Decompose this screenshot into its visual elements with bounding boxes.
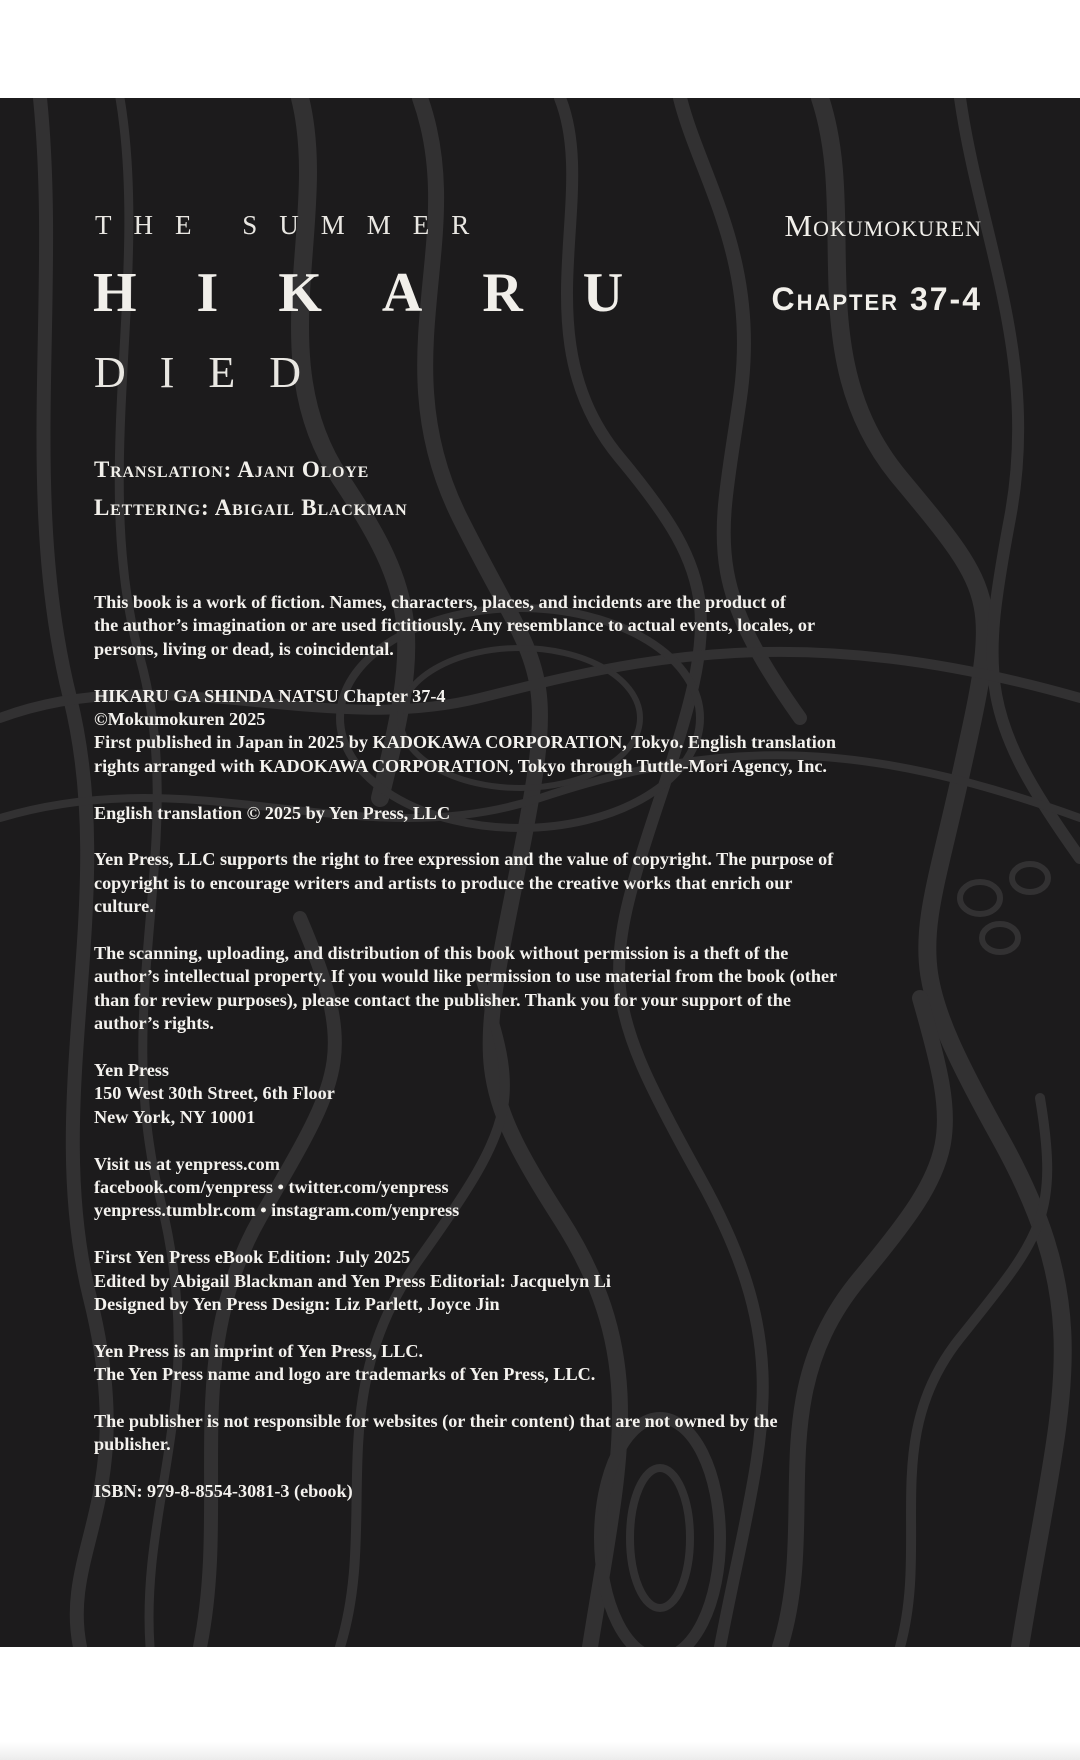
text-line: the author’s imagination or are used fictitiously. Any resemblance to actual events, locales, or: [94, 615, 816, 636]
text-line: rights arranged with KADOKAWA CORPORATION, Tokyo through Tuttle-Mori Agency, Inc.: [94, 755, 827, 776]
text-line: The publisher is not responsible for websites (or their content) that are not owned by the: [94, 1411, 778, 1432]
bottom-edge: [0, 1742, 1080, 1760]
original-copyright: [94, 685, 974, 779]
text-line: culture.: [94, 896, 154, 917]
title-line-died: DIED: [94, 348, 336, 397]
text-line: yenpress.tumblr.com • instagram.com/yenpress: [94, 1200, 460, 1221]
fiction-notice: [94, 591, 974, 661]
text-line: author’s rights.: [94, 1013, 214, 1034]
title-line-the-summer: THE SUMMER: [95, 210, 492, 240]
text-line: facebook.com/yenpress • twitter.com/yenpress: [94, 1177, 449, 1198]
web-links: [94, 1153, 974, 1223]
text-line: New York, NY 10001: [94, 1106, 256, 1127]
text-line: First Yen Press eBook Edition: July 2025: [94, 1247, 411, 1268]
piracy-notice: [94, 942, 974, 1036]
text-line: First published in Japan in 2025 by KADOKAWA CORPORATION, Tokyo. English translation: [94, 732, 836, 753]
text-line: Designed by Yen Press Design: Liz Parlett, Joyce Jin: [94, 1294, 500, 1315]
text-line: Yen Press is an imprint of Yen Press, LLC.: [94, 1340, 424, 1361]
text-line: This book is a work of fiction. Names, characters, places, and incidents are the product of: [94, 592, 786, 612]
text-line: English translation © 2025 by Yen Press, LLC: [94, 802, 451, 823]
text-line: The scanning, uploading, and distribution of this book without permission is a theft of the: [94, 943, 789, 964]
text-line: copyright is to encourage writers and artists to produce the creative works that enrich our: [94, 872, 793, 893]
text-line: HIKARU GA SHINDA NATSU Chapter 37-4: [94, 685, 446, 706]
text-line: 150 West 30th Street, 6th Floor: [94, 1083, 335, 1104]
page-content: [0, 98, 1080, 1647]
isbn: [94, 1480, 974, 1503]
credit-lettering: Lettering: Abigail Blackman: [94, 495, 408, 520]
text-line: publisher.: [94, 1434, 171, 1455]
text-line: Edited by Abigail Blackman and Yen Press Editorial: Jacquelyn Li: [94, 1270, 611, 1291]
text-line: Yen Press: [94, 1060, 169, 1081]
website-disclaimer: [94, 1410, 974, 1457]
translation-copyright: [94, 802, 974, 825]
text-line: Yen Press, LLC supports the right to free expression and the value of copyright. The purpose of: [94, 849, 834, 870]
text-line: ISBN: 979-8-8554-3081-3 (ebook): [94, 1481, 353, 1502]
text-line: than for review purposes), please contact the publisher. Thank you for your support of the: [94, 989, 791, 1010]
publisher-address: [94, 1059, 974, 1129]
text-line: ©Mokumokuren 2025: [94, 709, 266, 730]
legal-text-block: [94, 591, 974, 1527]
text-line: The Yen Press name and logo are trademarks of Yen Press, LLC.: [94, 1364, 596, 1385]
free-expression-notice: [94, 848, 974, 918]
credit-translation: Translation: Ajani Oloye: [94, 457, 370, 482]
edition-info: [94, 1246, 974, 1316]
copyright-page: [0, 98, 1080, 1647]
text-line: persons, living or dead, is coincidental.: [94, 638, 394, 659]
text-line: Visit us at yenpress.com: [94, 1153, 280, 1174]
credits-block: [94, 455, 408, 531]
title-line-hikaru: HIKARU: [93, 262, 684, 324]
imprint-notice: [94, 1340, 974, 1387]
author-name: Mokumokuren: [784, 208, 982, 243]
text-line: author’s intellectual property. If you would like permission to use material from the book (other: [94, 966, 838, 987]
chapter-label: Chapter 37-4: [771, 281, 982, 317]
